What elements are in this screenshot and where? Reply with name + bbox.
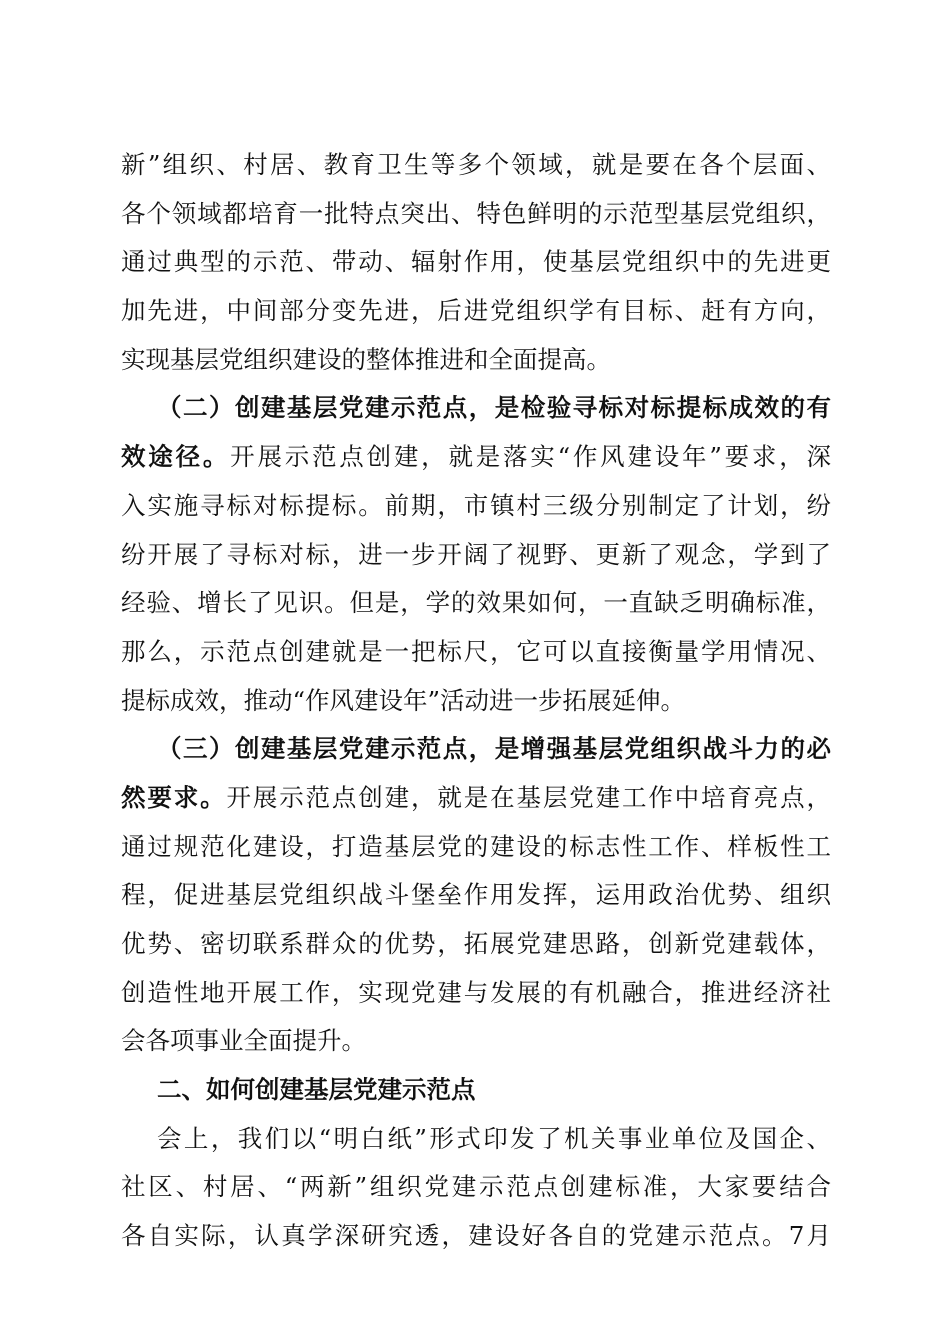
para4-line: 社区、村居、“两新”组织党建示范点创建标准，大家要结合 [121,1172,831,1202]
para1-line: 各个领域都培育一批特点突出、特色鲜明的示范型基层党组织， [121,198,831,228]
para2-line: 入实施寻标对标提标。前期，市镇村三级分别制定了计划，纷 [121,490,831,520]
para3-line-2 [121,774,831,823]
para4-line: 各自实际，认真学深研究透，建设好各自的党建示范点。7月 [121,1221,831,1251]
para1-line: 加先进，中间部分变先进，后进党组织学有目标、赶有方向， [121,296,831,326]
para3-line: 优势、密切联系群众的优势，拓展党建思路，创新党建载体， [121,929,831,958]
para2-line: 纷开展了寻标对标，进一步开阔了视野、更新了观念，学到了 [121,539,831,569]
para2-bold-heading-line: （二）创建基层党建示范点，是检验寻标对标提标成效的有 [157,393,831,423]
para3-line-2-rest: 开展示范点创建，就是在基层党建工作中培育亮点， [226,782,832,812]
para4-line: 会上，我们以“明白纸”形式印发了机关事业单位及国企、 [157,1123,831,1153]
para3-bold-heading-line: （三）创建基层党建示范点，是增强基层党组织战斗力的必 [157,734,831,764]
para2-line: 经验、增长了见识。但是，学的效果如何，一直缺乏明确标准， [121,588,831,618]
para2-line-2-rest: 开展示范点创建，就是落实“作风建设年”要求，深 [230,442,831,472]
document-body [121,141,831,1261]
para3-line: 创造性地开展工作，实现党建与发展的有机融合，推进经济社 [121,977,831,1007]
para2-line-2 [121,433,831,482]
para2-line: 提标成效，推动“作风建设年”活动进一步拓展延伸。 [121,685,686,715]
para2-line: 那么，示范点创建就是一把标尺，它可以直接衡量学用情况、 [121,636,831,666]
para3-bold-tail: 然要求。 [121,782,227,812]
para3-line: 会各项事业全面提升。 [121,1026,366,1056]
section-heading: 二、如何创建基层党建示范点 [157,1075,476,1105]
para1-line: 新”组织、村居、教育卫生等多个领域，就是要在各个层面、 [121,150,831,179]
para1-line: 实现基层党组织建设的整体推进和全面提高。 [121,344,611,374]
para3-line: 通过规范化建设，打造基层党的建设的标志性工作、样板性工 [121,831,831,861]
para1-line: 通过典型的示范、带动、辐射作用，使基层党组织中的先进更 [121,247,831,277]
para3-line: 程，促进基层党组织战斗堡垒作用发挥，运用政治优势、组织 [121,880,831,910]
para2-bold-tail: 效途径。 [121,442,231,472]
